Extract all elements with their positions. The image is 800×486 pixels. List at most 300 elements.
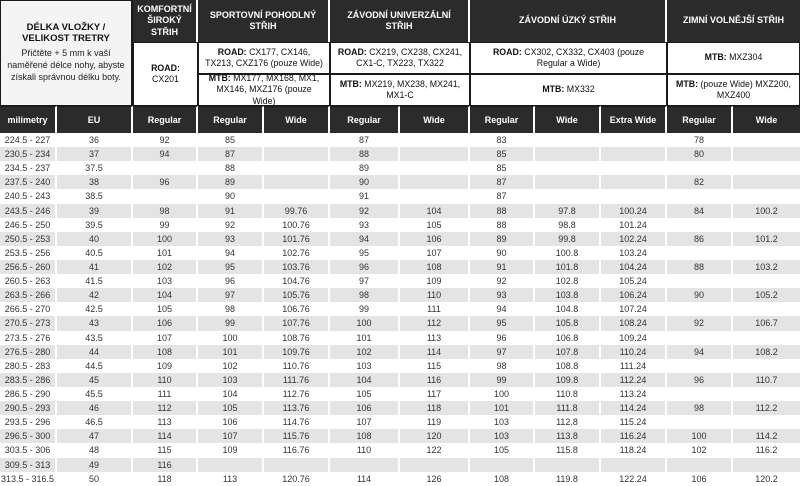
size-value-cell <box>733 359 800 373</box>
size-value-cell <box>733 189 800 203</box>
size-value-cell <box>667 458 733 472</box>
models-cell-zimni-bottom <box>667 74 800 106</box>
size-value-cell: 88 <box>667 260 733 274</box>
size-value-cell <box>733 133 800 147</box>
size-value-cell: 104 <box>330 373 400 387</box>
size-value-cell: 102 <box>330 345 400 359</box>
size-value-cell: 97.8 <box>535 204 601 218</box>
size-value-cell: 93 <box>198 232 264 246</box>
size-value-cell: 96 <box>133 175 198 189</box>
size-eu-cell: 37.5 <box>57 161 133 175</box>
size-value-cell: 85 <box>470 147 535 161</box>
size-value-cell: 98.8 <box>535 218 601 232</box>
size-value-cell: 87 <box>470 189 535 203</box>
size-value-cell <box>601 175 667 189</box>
size-value-cell: 120 <box>400 429 470 443</box>
size-value-cell: 102 <box>667 443 733 457</box>
size-value-cell: 106 <box>198 415 264 429</box>
size-value-cell: 108 <box>330 429 400 443</box>
models-cell-zavodni-univerzalni-mtb <box>330 74 470 106</box>
size-value-cell: 109 <box>133 359 198 373</box>
size-value-cell: 101.8 <box>535 260 601 274</box>
size-value-cell: 112.8 <box>535 415 601 429</box>
size-value-cell: 91 <box>198 204 264 218</box>
size-value-cell <box>733 331 800 345</box>
size-value-cell: 115 <box>400 359 470 373</box>
size-mm-cell: 230.5 - 234 <box>0 147 57 161</box>
size-value-cell <box>400 458 470 472</box>
size-value-cell: 96 <box>198 274 264 288</box>
size-mm-cell: 243.5 - 246 <box>0 204 57 218</box>
size-value-cell <box>667 359 733 373</box>
size-value-cell <box>400 175 470 189</box>
size-value-cell: 111.8 <box>535 401 601 415</box>
size-mm-cell: 237.5 - 240 <box>0 175 57 189</box>
size-mm-cell: 234.5 - 237 <box>0 161 57 175</box>
size-value-cell: 118 <box>133 472 198 486</box>
size-value-cell <box>667 189 733 203</box>
size-value-cell: 103 <box>133 274 198 288</box>
size-mm-cell: 263.5 - 266 <box>0 288 57 302</box>
size-value-cell: 110.24 <box>601 345 667 359</box>
size-value-cell: 104.76 <box>264 274 330 288</box>
size-mm-cell: 273.5 - 276 <box>0 331 57 345</box>
size-value-cell: 117 <box>400 387 470 401</box>
size-eu-cell: 37 <box>57 147 133 161</box>
size-value-cell <box>733 246 800 260</box>
size-value-cell: 96 <box>330 260 400 274</box>
category-header-zavodni-univerzalni: ZÁVODNÍ UNIVERZÁLNÍ STŘIH <box>330 0 470 42</box>
size-value-cell: 85 <box>198 133 264 147</box>
size-value-cell: 122 <box>400 443 470 457</box>
size-value-cell: 107.76 <box>264 316 330 330</box>
size-value-cell <box>667 161 733 175</box>
size-value-cell: 106.24 <box>601 288 667 302</box>
size-value-cell: 92 <box>133 133 198 147</box>
models-prefix: MTB: <box>208 72 231 83</box>
size-eu-cell: 41.5 <box>57 274 133 288</box>
size-value-cell: 91 <box>470 260 535 274</box>
size-value-cell: 113 <box>133 415 198 429</box>
size-value-cell: 103.76 <box>264 260 330 274</box>
size-value-cell: 95 <box>330 246 400 260</box>
size-mm-cell: 309.5 - 313 <box>0 458 57 472</box>
size-value-cell: 101 <box>133 246 198 260</box>
size-value-cell: 111.76 <box>264 373 330 387</box>
models-cell-zavodni-univerzalni-road <box>330 42 470 74</box>
size-value-cell: 84 <box>667 204 733 218</box>
size-value-cell: 101 <box>330 331 400 345</box>
size-value-cell: 103.2 <box>733 260 800 274</box>
size-value-cell <box>667 415 733 429</box>
size-eu-cell: 39 <box>57 204 133 218</box>
size-value-cell: 114.76 <box>264 415 330 429</box>
size-value-cell: 96 <box>470 331 535 345</box>
size-value-cell: 111.24 <box>601 359 667 373</box>
models-list: MX177, MX168, MX1, MX146, MXZ176 (pouze Wide) <box>216 72 322 106</box>
size-value-cell <box>198 458 264 472</box>
size-value-cell: 103 <box>198 373 264 387</box>
size-value-cell: 108.2 <box>733 345 800 359</box>
size-eu-cell: 44.5 <box>57 359 133 373</box>
size-value-cell: 110 <box>400 288 470 302</box>
models-prefix: ROAD: <box>151 62 180 73</box>
size-value-cell: 103.8 <box>535 288 601 302</box>
models-list: MXZ304 <box>726 52 763 63</box>
size-value-cell: 90 <box>330 175 400 189</box>
size-value-cell: 98 <box>667 401 733 415</box>
size-value-cell: 100.24 <box>601 204 667 218</box>
table-instruction: Přičtěte + 5 mm k vaší naměřené délce nohy, abyste získali správnou délku boty. <box>7 48 125 82</box>
size-value-cell: 97 <box>330 274 400 288</box>
size-mm-cell: 280.5 - 283 <box>0 359 57 373</box>
size-value-cell: 109.76 <box>264 345 330 359</box>
size-value-cell: 100 <box>667 429 733 443</box>
size-value-cell: 106 <box>133 316 198 330</box>
size-value-cell: 100 <box>198 331 264 345</box>
size-value-cell: 83 <box>470 133 535 147</box>
size-value-cell <box>733 302 800 316</box>
size-value-cell: 102.8 <box>535 274 601 288</box>
size-value-cell <box>733 175 800 189</box>
size-value-cell <box>733 218 800 232</box>
size-value-cell: 100.8 <box>535 246 601 260</box>
size-value-cell: 109 <box>400 274 470 288</box>
size-value-cell: 110.76 <box>264 359 330 373</box>
size-value-cell: 94 <box>198 246 264 260</box>
size-value-cell: 109.8 <box>535 373 601 387</box>
size-value-cell: 97 <box>470 345 535 359</box>
size-value-cell <box>601 133 667 147</box>
size-value-cell: 99.76 <box>264 204 330 218</box>
left-header-cell <box>0 0 133 106</box>
size-value-cell: 99 <box>330 302 400 316</box>
size-value-cell: 115.76 <box>264 429 330 443</box>
size-eu-cell: 46 <box>57 401 133 415</box>
size-value-cell <box>535 161 601 175</box>
size-value-cell: 85 <box>470 161 535 175</box>
size-value-cell: 116.76 <box>264 443 330 457</box>
size-value-cell: 101 <box>470 401 535 415</box>
size-value-cell <box>733 147 800 161</box>
size-value-cell: 108.8 <box>535 359 601 373</box>
size-value-cell: 120.76 <box>264 472 330 486</box>
size-value-cell: 100 <box>470 387 535 401</box>
size-value-cell <box>667 331 733 345</box>
size-value-cell: 89 <box>198 175 264 189</box>
size-value-cell: 107 <box>330 415 400 429</box>
size-value-cell <box>667 218 733 232</box>
models-prefix: ROAD: <box>217 46 247 57</box>
size-value-cell: 110.8 <box>535 387 601 401</box>
column-header-wide: Wide <box>535 106 601 133</box>
size-value-cell: 92 <box>198 218 264 232</box>
size-value-cell <box>733 161 800 175</box>
size-value-cell: 98 <box>330 288 400 302</box>
size-value-cell: 82 <box>667 175 733 189</box>
size-value-cell <box>667 246 733 260</box>
size-value-cell: 99 <box>198 316 264 330</box>
category-header-sportovni: SPORTOVNÍ POHODLNÝ STŘIH <box>198 0 330 42</box>
size-value-cell: 119 <box>400 415 470 429</box>
size-value-cell: 107 <box>198 429 264 443</box>
size-value-cell: 99.8 <box>535 232 601 246</box>
size-value-cell: 108 <box>470 472 535 486</box>
size-value-cell: 116 <box>133 458 198 472</box>
size-value-cell: 101 <box>198 345 264 359</box>
size-mm-cell: 240.5 - 243 <box>0 189 57 203</box>
size-value-cell: 110 <box>133 373 198 387</box>
size-value-cell <box>330 458 400 472</box>
size-value-cell: 115 <box>133 443 198 457</box>
size-value-cell <box>601 161 667 175</box>
size-value-cell <box>264 147 330 161</box>
size-mm-cell: 286.5 - 290 <box>0 387 57 401</box>
size-value-cell <box>733 274 800 288</box>
size-value-cell: 115.8 <box>535 443 601 457</box>
models-cell-zimni-top <box>667 42 800 74</box>
size-value-cell: 120.2 <box>733 472 800 486</box>
column-header-wide: Wide <box>733 106 800 133</box>
size-value-cell: 87 <box>330 133 400 147</box>
size-eu-cell: 36 <box>57 133 133 147</box>
size-value-cell: 106.76 <box>264 302 330 316</box>
size-value-cell: 113.76 <box>264 401 330 415</box>
size-value-cell: 99 <box>470 373 535 387</box>
column-header-extra-wide: Extra Wide <box>601 106 667 133</box>
size-value-cell: 90 <box>667 288 733 302</box>
category-header-zimni: ZIMNÍ VOLNĚJŠÍ STŘIH <box>667 0 800 42</box>
size-value-cell: 122.24 <box>601 472 667 486</box>
size-value-cell <box>667 274 733 288</box>
size-value-cell: 102 <box>198 359 264 373</box>
size-value-cell: 93 <box>330 218 400 232</box>
size-value-cell: 111 <box>133 387 198 401</box>
size-value-cell: 95 <box>198 260 264 274</box>
size-value-cell: 98 <box>470 359 535 373</box>
size-eu-cell: 50 <box>57 472 133 486</box>
table-title: DÉLKA VLOŽKY / VELIKOST TRETRY <box>22 22 110 45</box>
size-mm-cell: 313.5 - 316.5 <box>0 472 57 486</box>
size-value-cell: 105.76 <box>264 288 330 302</box>
models-cell-zavodni-uzky-mtb <box>470 74 667 106</box>
size-value-cell: 116.24 <box>601 429 667 443</box>
size-value-cell: 80 <box>667 147 733 161</box>
size-value-cell <box>133 189 198 203</box>
size-value-cell <box>733 415 800 429</box>
size-value-cell: 98 <box>198 302 264 316</box>
size-value-cell: 100 <box>330 316 400 330</box>
size-eu-cell: 43 <box>57 316 133 330</box>
size-value-cell <box>535 147 601 161</box>
size-value-cell: 105.8 <box>535 316 601 330</box>
size-value-cell: 105 <box>400 218 470 232</box>
size-value-cell: 105 <box>470 443 535 457</box>
size-value-cell: 94 <box>330 232 400 246</box>
size-value-cell <box>400 189 470 203</box>
size-value-cell: 113.8 <box>535 429 601 443</box>
size-value-cell: 110.7 <box>733 373 800 387</box>
size-value-cell: 114 <box>330 472 400 486</box>
size-value-cell: 112.2 <box>733 401 800 415</box>
size-value-cell <box>400 147 470 161</box>
column-header-regular: Regular <box>198 106 264 133</box>
size-value-cell: 99 <box>133 218 198 232</box>
models-cell-zavodni-uzky-road <box>470 42 667 74</box>
size-value-cell: 104 <box>198 387 264 401</box>
size-value-cell: 118 <box>400 401 470 415</box>
size-value-cell: 94 <box>133 147 198 161</box>
size-mm-cell: 290.5 - 293 <box>0 401 57 415</box>
size-value-cell <box>264 458 330 472</box>
size-value-cell: 109 <box>198 443 264 457</box>
models-prefix: ROAD: <box>492 46 522 57</box>
size-value-cell: 116.2 <box>733 443 800 457</box>
size-mm-cell: 224.5 - 227 <box>0 133 57 147</box>
size-value-cell <box>400 133 470 147</box>
size-value-cell: 104 <box>400 204 470 218</box>
size-value-cell: 104.24 <box>601 260 667 274</box>
size-value-cell: 102.76 <box>264 246 330 260</box>
column-header-wide: Wide <box>264 106 330 133</box>
size-value-cell <box>733 458 800 472</box>
models-prefix: MTB: <box>339 78 362 89</box>
size-value-cell: 92 <box>330 204 400 218</box>
size-mm-cell: 256.5 - 260 <box>0 260 57 274</box>
models-cell-sportovni-mtb <box>198 74 330 106</box>
size-eu-cell: 41 <box>57 260 133 274</box>
category-header-zavodni-uzky: ZÁVODNÍ ÚZKÝ STŘIH <box>470 0 667 42</box>
size-value-cell: 94 <box>470 302 535 316</box>
size-eu-cell: 46.5 <box>57 415 133 429</box>
size-value-cell: 105 <box>330 387 400 401</box>
size-eu-cell: 45.5 <box>57 387 133 401</box>
size-value-cell: 112 <box>133 401 198 415</box>
size-value-cell: 90 <box>470 246 535 260</box>
size-value-cell <box>264 175 330 189</box>
size-value-cell: 113.24 <box>601 387 667 401</box>
size-value-cell: 108.76 <box>264 331 330 345</box>
size-value-cell: 78 <box>667 133 733 147</box>
column-header-milimetry: milimetry <box>0 106 57 133</box>
size-eu-cell: 38 <box>57 175 133 189</box>
size-value-cell: 92 <box>667 316 733 330</box>
size-eu-cell: 42.5 <box>57 302 133 316</box>
size-value-cell <box>667 387 733 401</box>
size-value-cell: 95 <box>470 316 535 330</box>
size-value-cell: 102 <box>133 260 198 274</box>
size-value-cell: 126 <box>400 472 470 486</box>
size-value-cell: 87 <box>470 175 535 189</box>
models-list: (pouze Wide) MXZ200, MXZ400 <box>698 78 794 100</box>
size-value-cell: 93 <box>470 288 535 302</box>
size-mm-cell: 266.5 - 270 <box>0 302 57 316</box>
size-value-cell: 107.24 <box>601 302 667 316</box>
column-header-eu: EU <box>57 106 133 133</box>
column-header-regular: Regular <box>330 106 400 133</box>
size-mm-cell: 276.5 - 280 <box>0 345 57 359</box>
size-value-cell: 91 <box>330 189 400 203</box>
column-header-regular: Regular <box>470 106 535 133</box>
size-value-cell: 88 <box>330 147 400 161</box>
size-value-cell: 106 <box>400 232 470 246</box>
size-eu-cell: 42 <box>57 288 133 302</box>
size-value-cell: 88 <box>470 204 535 218</box>
models-list: CX201 <box>152 62 183 84</box>
size-value-cell: 112.24 <box>601 373 667 387</box>
size-value-cell: 89 <box>470 232 535 246</box>
size-value-cell: 103 <box>470 415 535 429</box>
size-value-cell <box>733 387 800 401</box>
size-value-cell: 108.24 <box>601 316 667 330</box>
models-list: MX332 <box>564 84 595 95</box>
size-value-cell: 103 <box>330 359 400 373</box>
size-value-cell: 103.24 <box>601 246 667 260</box>
size-eu-cell: 44 <box>57 345 133 359</box>
size-value-cell: 114.24 <box>601 401 667 415</box>
size-value-cell: 115.24 <box>601 415 667 429</box>
size-value-cell <box>400 161 470 175</box>
size-value-cell: 118.24 <box>601 443 667 457</box>
size-value-cell: 107 <box>133 331 198 345</box>
size-mm-cell: 270.5 - 273 <box>0 316 57 330</box>
size-mm-cell: 253.5 - 256 <box>0 246 57 260</box>
size-value-cell: 109.24 <box>601 331 667 345</box>
models-cell-komfortni <box>133 42 198 106</box>
size-value-cell: 116 <box>400 373 470 387</box>
size-value-cell: 114 <box>400 345 470 359</box>
size-value-cell: 113 <box>198 472 264 486</box>
size-value-cell: 107.8 <box>535 345 601 359</box>
size-value-cell: 86 <box>667 232 733 246</box>
size-value-cell: 106 <box>330 401 400 415</box>
models-list: CX177, CX146, TX213, CXZ176 (pouze Wide) <box>205 46 323 68</box>
size-value-cell: 100 <box>133 232 198 246</box>
size-value-cell: 111 <box>400 302 470 316</box>
models-list: CX219, CX238, CX241, CX1-C, TX223, TX322 <box>356 46 465 68</box>
size-eu-cell: 49 <box>57 458 133 472</box>
size-eu-cell: 40 <box>57 232 133 246</box>
size-value-cell: 108 <box>400 260 470 274</box>
size-value-cell: 92 <box>470 274 535 288</box>
size-mm-cell: 303.5 - 306 <box>0 443 57 457</box>
size-value-cell: 103 <box>470 429 535 443</box>
size-value-cell <box>535 133 601 147</box>
size-value-cell <box>601 189 667 203</box>
size-value-cell: 110 <box>330 443 400 457</box>
size-value-cell: 105.24 <box>601 274 667 288</box>
size-value-cell <box>264 133 330 147</box>
size-value-cell: 94 <box>667 345 733 359</box>
size-value-cell: 105 <box>198 401 264 415</box>
size-mm-cell: 296.5 - 300 <box>0 429 57 443</box>
size-value-cell: 88 <box>470 218 535 232</box>
size-value-cell: 96 <box>667 373 733 387</box>
size-eu-cell: 43.5 <box>57 331 133 345</box>
size-value-cell <box>667 302 733 316</box>
models-prefix: MTB: <box>676 78 699 89</box>
size-value-cell: 112.76 <box>264 387 330 401</box>
models-cell-sportovni-road <box>198 42 330 74</box>
size-value-cell <box>535 175 601 189</box>
size-value-cell <box>264 161 330 175</box>
size-mm-cell: 260.5 - 263 <box>0 274 57 288</box>
size-value-cell: 106.7 <box>733 316 800 330</box>
size-value-cell: 119.8 <box>535 472 601 486</box>
size-value-cell: 105.2 <box>733 288 800 302</box>
models-prefix: MTB: <box>704 52 727 63</box>
size-value-cell: 88 <box>198 161 264 175</box>
